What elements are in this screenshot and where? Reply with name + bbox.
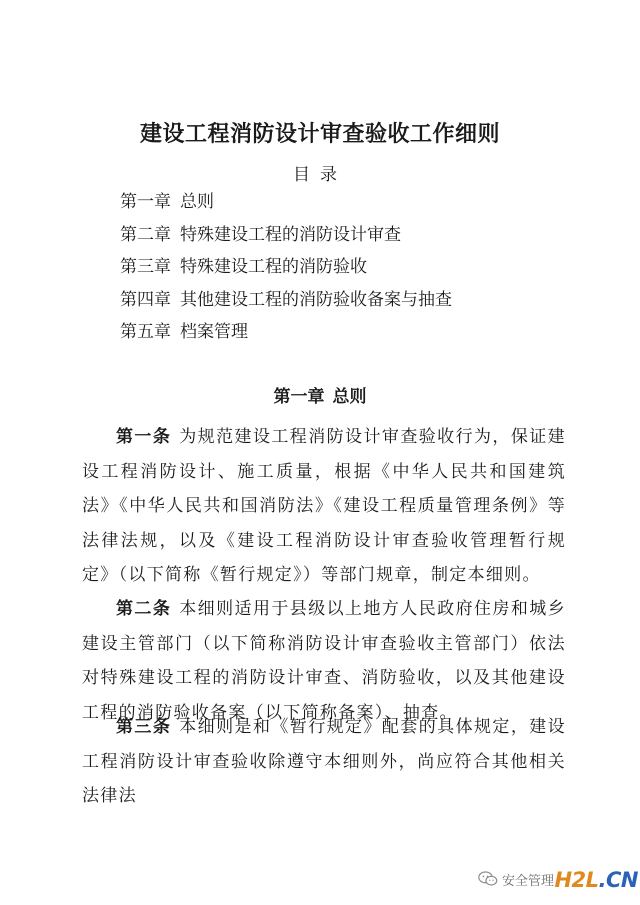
article-text: 本细则是和《暂行规定》配套的具体规定，建设工程消防设计审查验收除遵守本细则外，尚应符合其他相关法律法 [82,717,566,806]
toc-title: 目录 [293,165,347,185]
watermark-account-name: 安全管理 [502,873,555,889]
article-label: 第三条 [116,717,172,737]
toc-item-number: 第四章 [120,289,171,310]
toc-item [120,223,452,256]
article-text: 本细则适用于县级以上地方人民政府住房和城乡建设主管部门（以下简称消防设计审查验收主管部门）依法对特殊建设工程的消防设计审查、消防验收，以及其他建设工程的消防验收备案（以下简称备案）、抽查。 [82,599,566,723]
toc-item [120,190,452,223]
toc-item-title: 档案管理 [180,322,248,342]
toc-item-number: 第五章 [120,322,171,342]
toc-item [120,255,452,288]
article-label: 第二条 [116,599,172,619]
h2l-logo-part1: H2L [554,868,599,892]
toc-item-title: 特殊建设工程的消防设计审查 [180,224,401,245]
article-label: 第一条 [116,427,172,447]
toc-item [120,320,452,353]
chapter-title: 总则 [332,387,367,407]
wechat-icon [478,870,498,888]
toc-item-number: 第三章 [120,257,171,277]
toc-item-title: 其他建设工程的消防验收备案与抽查 [180,289,452,310]
toc-item-number: 第二章 [120,224,171,245]
toc-item-title: 总则 [180,192,214,212]
toc-item [120,288,452,321]
article-3 [82,710,566,806]
chapter-heading [0,382,640,407]
article-1 [82,420,566,593]
toc-item-title: 特殊建设工程的消防验收 [180,257,367,277]
watermark [478,862,638,896]
h2l-logo [554,868,638,892]
table-of-contents [120,190,452,353]
h2l-logo-part2: .CN [598,868,638,892]
document-title: 建设工程消防设计审查验收工作细则 [139,121,500,147]
toc-item-number: 第一章 [120,192,171,212]
article-text: 为规范建设工程消防设计审查验收行为，保证建设工程消防设计、施工质量，根据《中华人民共和国建筑法》《中华人民共和国消防法》《建设工程质量管理条例》等法律法规，以及《建设工程消防设计审查验收管理暂行规定》（以下简称《暂行规定》）等部门规章，制定本细则。 [82,427,566,585]
chapter-number: 第一章 [273,387,325,407]
